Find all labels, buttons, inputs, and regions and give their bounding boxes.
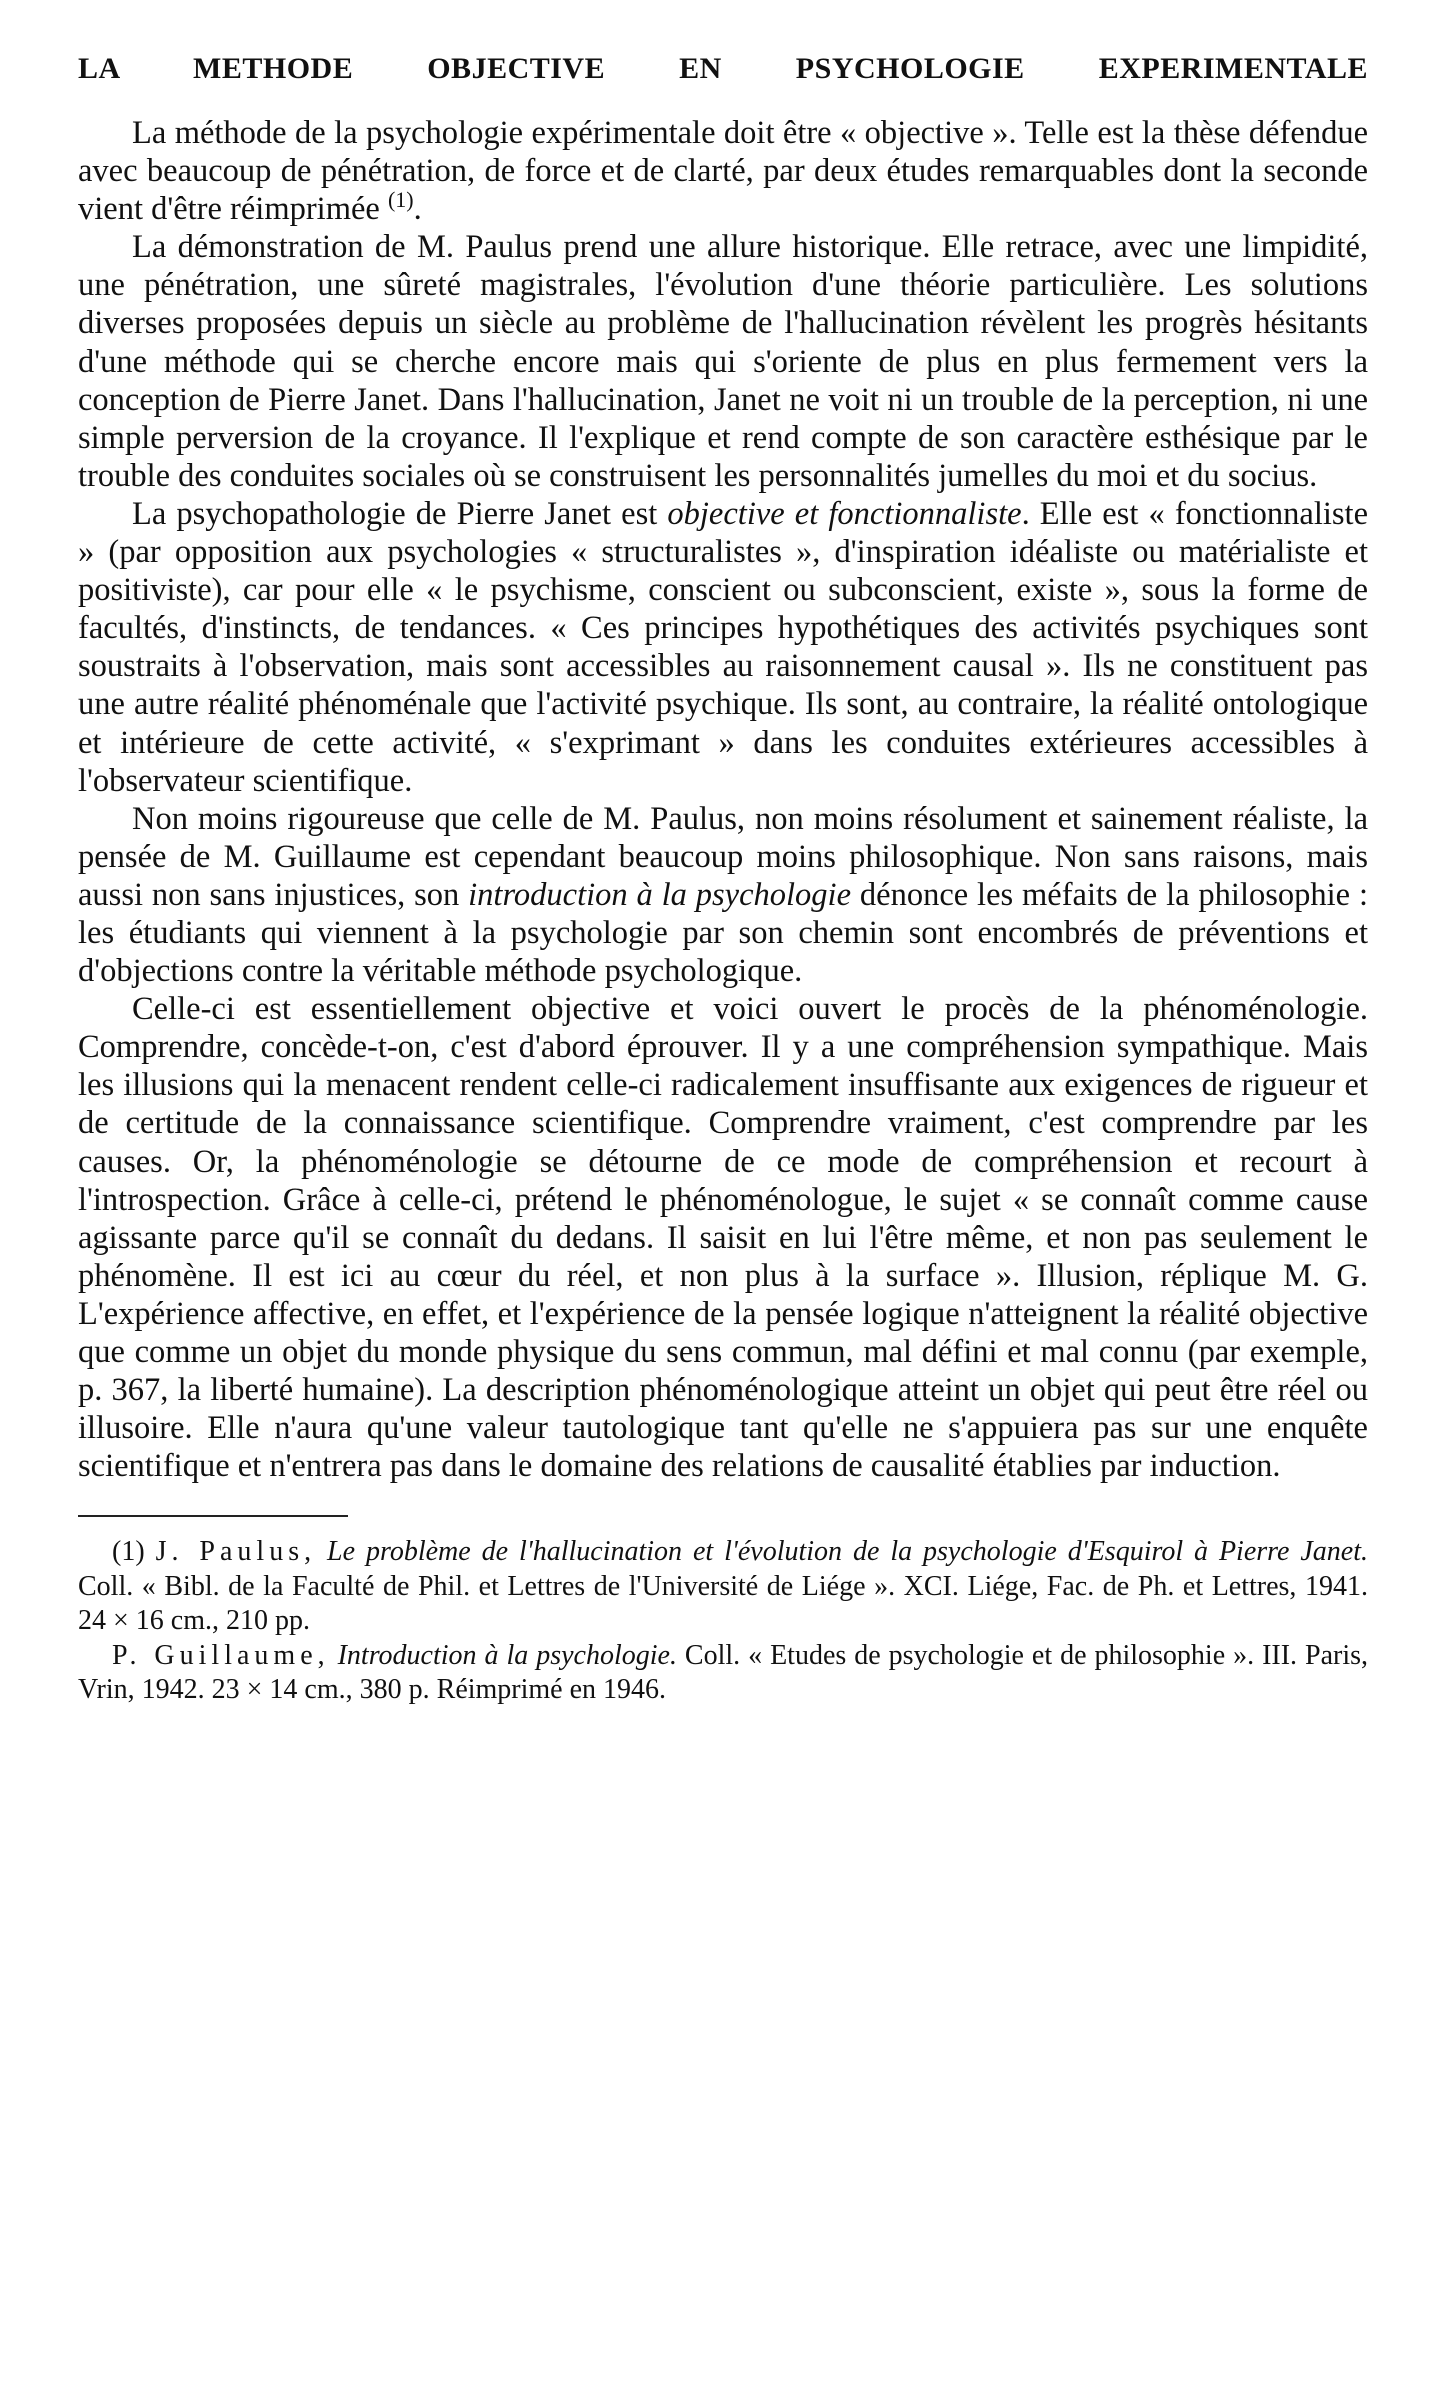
footnote-2	[78, 1639, 1368, 1708]
paragraph-3	[78, 495, 1368, 800]
footnotes	[78, 1535, 1368, 1708]
paragraph-1-text: La méthode de la psychologie expérimentale doit être « objective ». Telle est la thèse défendue avec beaucoup de pénétration, de force et de clarté, par deux études remarquables dont la seconde vient d'être réimprimée	[78, 115, 1368, 228]
footnote-1	[78, 1535, 1368, 1639]
footnote-2-title: Introduction à la psychologie.	[337, 1639, 677, 1671]
paragraph-3-text-c: . Elle est « fonctionnaliste » (par opposition aux psychologies « structuralistes », d'inspiration idéaliste ou matérialiste et positiviste), car pour elle « le psychisme, conscient ou subconscient, existe », sous la forme de facultés, d'instincts, de tendances. « Ces principes hypothétiques des activités psychiques sont soustraits à l'observation, mais sont accessibles au raisonnement causal ». Ils ne constituent pas une autre réalité phénoménale que l'activité psychique. Ils sont, au contraire, la réalité ontologique et intérieure de cette activité, « s'exprimant » dans les conduites extérieures accessibles à l'observateur scientifique.	[78, 495, 1368, 799]
footnote-1-author: J. Paulus,	[155, 1536, 317, 1568]
footnote-1-title: Le problème de l'hallucination et l'évolution de la psychologie d'Esquirol à Pierre Janet.	[327, 1536, 1369, 1568]
paragraph-1	[78, 114, 1368, 228]
paragraph-4-text-a: Non moins rigoureuse que celle de M. Paulus, non moins résolument et sainement réaliste, la pensée de M. Guillaume est cependant beaucoup moins philosophique. Non sans raisons, mais aussi non sans injustices, son	[78, 800, 1368, 913]
footnote-2-author: P. Guillaume,	[112, 1639, 330, 1671]
paragraph-4-italic: introduction à la psychologie	[468, 876, 852, 913]
footnote-1-details: Coll. « Bibl. de la Faculté de Phil. et Lettres de l'Université de Liége ». XCI. Liége, Fac. de Ph. et Lettres, 1941. 24 × 16 cm., 210 pp.	[78, 1570, 1368, 1637]
paragraph-3-italic: objective et fonctionnaliste	[667, 495, 1022, 532]
paragraph-4	[78, 800, 1368, 990]
footnote-reference: (1)	[387, 187, 414, 213]
paragraph-5: Celle-ci est essentiellement objective et voici ouvert le procès de la phénoménologie. Comprendre, concède-t-on, c'est d'abord éprouver. Il y a une compréhension sympathique. Mais les illusions qui la menacent rendent celle-ci radicalement insuffisante aux exigences de rigueur et de certitude de la connaissance scientifique. Comprendre vraiment, c'est comprendre par les causes. Or, la phénoménologie se détourne de ce mode de compréhension et recourt à l'introspection. Grâce à celle-ci, prétend le phénoménologue, le sujet « se connaît comme cause agissante parce qu'il se connaît du dedans. Il saisit en lui l'être même, et non pas seulement le phénomène. Il est ici au cœur du réel, et non plus à la surface ». Illusion, réplique M. G. L'expérience affective, en effet, et l'expérience de la pensée logique n'atteignent la réalité objective que comme un objet du monde physique du sens commun, mal défini et mal connu (par exemple, p. 367, la liberté humaine). La description phénoménologique atteint un objet qui peut être réel ou illusoire. Elle n'aura qu'une valeur tautologique tant qu'elle ne s'appuiera pas sur une enquête scientifique et n'entrera pas dans le domaine des relations de causalité établies par induction.	[78, 991, 1368, 1485]
footnote-2-details: Coll. « Etudes de psychologie et de philosophie ». III. Paris, Vrin, 1942. 23 × 14 cm., 380 p. Réimprimé en 1946.	[78, 1639, 1368, 1706]
footnote-divider	[78, 1515, 348, 1517]
body-text	[78, 114, 1368, 1485]
paragraph-2: La démonstration de M. Paulus prend une allure historique. Elle retrace, avec une limpidité, une pénétration, une sûreté magistrales, l'évolution d'une théorie particulière. Les solutions diverses proposées depuis un siècle au problème de l'hallucination révèlent les progrès hésitants d'une méthode qui se cherche encore mais qui s'oriente de plus en plus fermement vers la conception de Pierre Janet. Dans l'hallucination, Janet ne voit ni un trouble de la perception, ni une simple perversion de la croyance. Il l'explique et rend compte de son caractère esthésique par le trouble des conduites sociales où se construisent les personnalités jumelles du moi et du socius.	[78, 229, 1368, 494]
document-page	[78, 52, 1368, 1708]
paragraph-3-text-a: La psychopathologie de Pierre Janet est	[132, 495, 658, 532]
footnote-1-marker: (1)	[112, 1536, 145, 1568]
page-title: LA METHODE OBJECTIVE EN PSYCHOLOGIE EXPERIMENTALE	[78, 52, 1368, 85]
paragraph-1-end: .	[413, 191, 422, 228]
paragraph-4-text-c: dénonce les méfaits de la philosophie : les étudiants qui viennent à la psychologie par son chemin sont encombrés de préventions et d'objections contre la véritable méthode psychologique.	[78, 876, 1368, 990]
